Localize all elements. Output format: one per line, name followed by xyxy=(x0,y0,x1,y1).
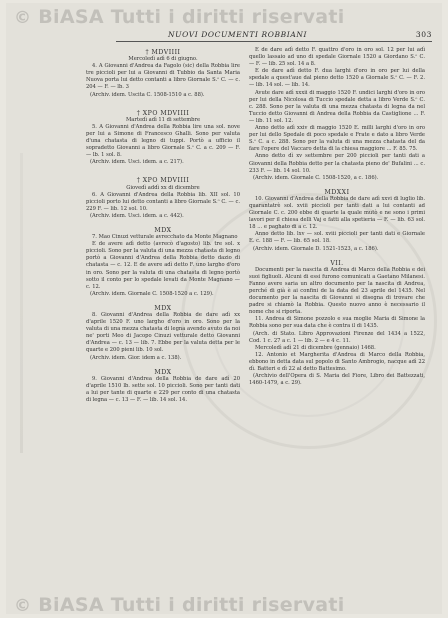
running-header xyxy=(144,30,432,39)
archive-citation: (Archiv. idem. Giornale C. 1508-1520 a c. 129). xyxy=(90,290,214,297)
binding-shadow xyxy=(20,153,23,453)
document-paragraph: 11. Andrea di Simone pozzolo e sua moglie Maria di Simone la Robbia sono per sua data che è contra il di 1435. xyxy=(249,316,425,330)
document-paragraph: Anno detto dì xv settembre per 200 piccioli per tanti dati a Giovanni della Robbia detto per la chatasta pieno de' Bufalini ... c. 233 F. — lib. 14 sol. 10. xyxy=(249,153,425,174)
archive-citation: (Archiv. idem. Usci. idem. a c. 217). xyxy=(90,159,184,166)
document-paragraph: 8. Giovanni d'Andrea della Robbia de dare adì xx d'aprile 1520 F. uno largho d'oro in oro. Sono per la valuta di una mezza chatasta di legna avendo avuto da noi ne' porti Meo di Jacopo Cinuzi vetturale detto Giovanni d'Andrea — c. 13 — lib. 7. Ebbe per la valuta detta per le quarte e 200 pieni lib. 10 sol. xyxy=(86,312,240,354)
document-page xyxy=(6,3,442,614)
document-paragraph: Avute dare adì xxxii di maggio 1520 F. undici larghi d'oro in oro per lui della Nicolosa di Tuccio spedale detta a libro Verde S.ᵒ C. c. 288. Sono per la valuta di una mezza chatasta di legna da nel Tuccio detto Giovanni di Andrea della Robbia da Castiglione ... F. — lib. 11 sol. 12. xyxy=(249,89,425,124)
document-paragraph: 9. Giovanni d'Andrea della Robbia de dare adì 20 d'aprile 1510 lb. sette sol. 10 piccioli. Sono per tanti dati a lui per tante di quarte e 229 per conto di una chatasta di legna — c. 13 — F. — lib. 14 sol. 14. xyxy=(86,375,240,404)
document-paragraph: E de dare adì detto F. dua larghi d'oro in oro per lui della spedale a quest'aue dal pieno detto 1520 a Giornale S.ᵒ C. — F. 2. — lib. 14 sol. — lib. 14. xyxy=(249,68,425,89)
watermark-text: BiASA Tutti i diritti riservati xyxy=(38,6,345,28)
document-paragraph: 5. A Giovanni d'Andrea della Robbia lire una sol. nove per lui a Simone di Francesco Ghalli. Sono per valuta d'una chatasta di legno di tuppi. Portò a ufficio il sopradetto Giovanni a libro Giornale S.ᵒ C. a c. 209 — F. — lb. 1 sol. 8. xyxy=(86,123,240,159)
document-heading: MDX xyxy=(154,226,172,234)
document-date: Mercoledì adì 6 di giugno. xyxy=(128,56,198,63)
document-heading: † XPO MDVIIII xyxy=(136,177,190,185)
document-paragraph: E de dare adì detto F. quattro d'oro in oro sol. 12 per lui adì quello lassaio ad uno di spedale Giornale 1520 a Giordano S.ᵒ C. — F. — lib. 25 sol. 14 a 8. xyxy=(249,47,425,68)
page-number: 303 xyxy=(415,30,432,39)
document-heading: VII. xyxy=(330,259,344,267)
document-paragraph: Mercoledì adì 21 di dicembre (gennaio) 1468. xyxy=(255,344,376,351)
left-text-column xyxy=(86,47,240,404)
document-paragraph: Anno detto lib. lxv — sol. xviii piccioli per tanti dati e Giornale E. c. 188 — F. — lib. 65 sol. 18. xyxy=(249,231,425,245)
header-rule xyxy=(116,41,432,42)
document-heading: MDX xyxy=(154,304,172,312)
spacer xyxy=(86,220,240,225)
document-paragraph: 4. A Giovanni d'Andrea da Fagolo (sic) della Robbia lire tre piccioli per lui a Giovanni di Tubbio da Santa Maria Nuova porta lui detto contanti a libro Giornale S.ᵒ C. — c. 204 — F. — lb. 3 xyxy=(86,63,240,91)
archive-citation: (Archiv. idem. Uscita C. 1508-1510 a c. 88). xyxy=(90,91,205,98)
archive-citation: (Archiv. idem. Gior. idem a c. 138). xyxy=(90,354,182,361)
archive-citation: (Archiv. idem. Giornale C. 1508-1520, a c. 186). xyxy=(253,174,379,181)
document-heading: MDXXI xyxy=(324,188,350,196)
copyright-icon: © xyxy=(14,8,32,28)
copyright-icon: © xyxy=(14,596,32,614)
archive-citation: (Archiv. idem. Giornale D. 1521-1523, a c. 186). xyxy=(253,245,379,252)
spacer xyxy=(86,298,240,303)
document-paragraph: Anno detto adì xxiv di maggio 1520 E. milli larghi d'oro in oro per lui dello Spedale di poco spedale e Frate e dato a libro Verde S.ᵒ C. a c. 288. Sono per la valuta di una mezza chatasta del da fare l'opere del Vaccaro detta di la chiesa maggiore ... F. 85. 75. xyxy=(249,125,425,153)
document-paragraph: 6. A Giovanni d'Andrea della Robbia lib. XII sol. 10 piccioli porto lui detto contanti a libro Giornale S.ᵒ C. — c. 229 F. — lib. 12 sol. 10. xyxy=(86,191,240,212)
spacer xyxy=(86,99,240,108)
document-heading: † XPO MDVIIII xyxy=(136,109,190,117)
spacer xyxy=(249,182,425,187)
document-date: Giovedì addì xx di dicembre xyxy=(126,184,200,191)
document-paragraph: Documenti per la nascita di Andrea di Marco della Robbia e dei suoi figliuoli. Alcuni di essi furono comunicati a Gaetano Milanesi. Fanno avere saria un altro documento per la nascita di Andrea, perché di già è ai confini de la data del 23 aprile del 1435. Nel documento per la nascita di Giovanni si disegna di trovare che padre si chiamò la Robbia. Questo nuovo anno è necessario il nome che si riporta. xyxy=(249,266,425,316)
page-title: NUOVI DOCUMENTI ROBBIANI xyxy=(168,30,308,39)
watermark-bottom xyxy=(14,594,345,614)
document-paragraph: 12. Antonio et Margherita d'Andrea di Marco della Robbia, ebbono in detta data sul popolo di Santo Ambrogio, nacque adì 22 dì. Batteri e dì 22 al detto Battesimo. xyxy=(249,351,425,373)
archive-citation: (Arch. di Stato. Libro Approvazioni Firenze del 1434 a 1522, Cod. 1 c. 27 a c. 1 — lib. 2 — e 4 c. 11. xyxy=(249,330,425,344)
spacer xyxy=(86,166,240,175)
watermark-text: BiASA Tutti i diritti riservati xyxy=(38,594,345,614)
spacer xyxy=(249,253,425,258)
watermark-top xyxy=(14,6,345,28)
document-paragraph: 7. Mao Cinuzi vetturale avrecchato da Monte Magnano xyxy=(92,234,238,241)
document-paragraph: E de avere adì detto (avrecò d'agosto) lib. tre sol. x piccioli. Sono per la valuta di una mezza chatasta di legno portò a Giovanni d'Andrea della Robbia detto dazio di chatasta — c. 12. E de avere adì detto F. uno largho d'oro in oro. Sono per la valuta di una chatasta di legno portò sotto il conto per lo spedale levati da Monte Magnano — c. 12. xyxy=(86,241,240,290)
archive-citation: (Archivio dell'Opera di S. Maria del Fiore, Libro dei Battezzati, 1460-1479, a c. 29). xyxy=(249,373,425,387)
archive-citation: (Archiv. idem. Usci. idem. a c. 442). xyxy=(90,212,184,219)
document-heading: † MDVIIII xyxy=(145,49,181,56)
right-text-column xyxy=(249,47,425,387)
document-heading: MDX xyxy=(154,368,172,376)
spacer xyxy=(86,362,240,367)
document-date: Martedì adì 11 di settembre xyxy=(125,116,201,123)
document-paragraph: 10. Giovanni d'Andrea della Robbia de dare adì xxvi di luglio lib. quarantatrè sol. xviii piccioli per tanti dati a lui contanti ad Giornale C. c. 200 ebbe di quarte la quale mutò e ne sono i primi lavori per il chiesa delli Vaj e fatti alla spetieria — F. — lib. 63 sol. 18 ... e paghato di a c. 12. xyxy=(249,195,425,231)
